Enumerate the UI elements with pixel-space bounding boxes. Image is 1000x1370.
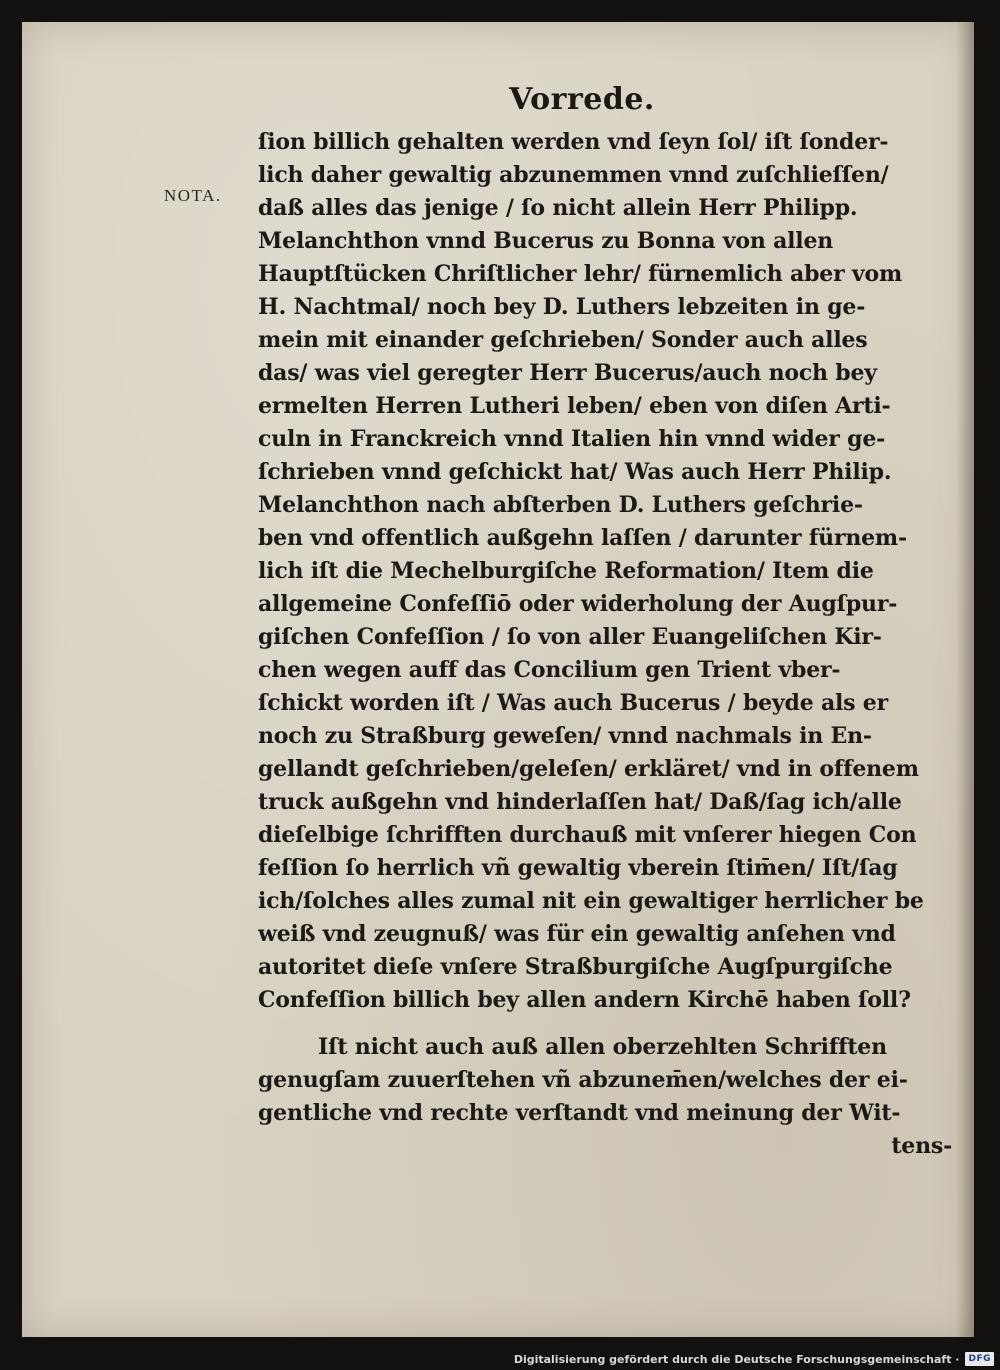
text-line: culn in Franckreich vnnd Italien hin vnnd wider ge-	[258, 426, 886, 452]
text-line: ben vnd offentlich außgehn laſſen / darunter fürnem-	[258, 525, 907, 551]
text-line: giſchen Confeſſion / ſo von aller Euangeliſchen Kir-	[258, 624, 882, 650]
text-line: ich/ſolches alles zumal nit ein gewaltiger herrlicher be	[258, 888, 924, 914]
text-line: ſchickt worden iſt / Was auch Bucerus / beyde als er	[258, 690, 888, 716]
book-page	[22, 22, 974, 1337]
paragraph-break	[258, 1017, 958, 1031]
margin-note: NOTA.	[164, 186, 222, 205]
digitization-footer	[514, 1352, 994, 1366]
text-line: H. Nachtmal/ noch bey D. Luthers lebzeiten in ge-	[258, 294, 866, 320]
text-line: ermelten Herren Lutheri leben/ eben von diſen Arti-	[258, 393, 891, 419]
text-line: weiß vnd zeugnuß/ was für ein gewaltig anſehen vnd	[258, 921, 896, 947]
text-line: lich iſt die Mechelburgiſche Reformation/ Item die	[258, 558, 874, 584]
footer-credit: Digitalisierung gefördert durch die Deutsche Forschungsgemeinschaft ·	[513, 1352, 960, 1366]
text-line: ſion billich gehalten werden vnd ſeyn ſol/ iſt ſonder-	[258, 129, 889, 155]
text-line: feſſion ſo herrlich vñ gewaltig vberein ſtim̄en/ Iſt/ſag	[258, 855, 898, 881]
text-line: gellandt geſchrieben/geleſen/ erkläret/ vnd in offenem	[258, 756, 919, 782]
text-line: Iſt nicht auch auß allen oberzehlten Schrifften	[318, 1034, 887, 1060]
catchword: tens-	[891, 1133, 952, 1159]
text-line: truck außgehn vnd hinderlaſſen hat/ Daß/ſag ich/alle	[258, 789, 902, 815]
text-line: chen wegen auff das Concilium gen Trient vber-	[258, 657, 841, 683]
dfg-logo: DFG	[965, 1352, 994, 1366]
text-line: mein mit einander geſchrieben/ Sonder auch alles	[258, 327, 868, 353]
text-line: ſchrieben vnnd geſchickt hat/ Was auch Herr Philip.	[258, 459, 892, 485]
text-line: dieſelbige ſchrifften durchauß mit vnſerer hiegen Con	[258, 822, 917, 848]
text-line: Confeſſion billich bey allen andern Kirchē haben ſoll?	[258, 987, 911, 1013]
running-head: Vorrede.	[509, 82, 655, 117]
text-line: gentliche vnd rechte verſtandt vnd meinung der Wit-	[258, 1100, 901, 1126]
text-line: lich daher gewaltig abzunemmen vnnd zuſchlieſſen/	[258, 162, 889, 188]
text-line: daß alles das jenige / ſo nicht allein Herr Philipp.	[258, 195, 858, 221]
text-line: Hauptſtücken Chriſtlicher lehr/ fürnemlich aber vom	[258, 261, 903, 287]
text-line: genugſam zuuerſtehen vñ abzunem̄en/welches der ei-	[258, 1067, 908, 1093]
text-line: autoritet dieſe vnſere Straßburgiſche Augſpurgiſche	[258, 954, 893, 980]
text-block	[258, 126, 958, 1163]
text-line: allgemeine Confeſſiō oder widerholung der Augſpur-	[258, 591, 898, 617]
text-line: Melanchthon nach abſterben D. Luthers geſchrie-	[258, 492, 863, 518]
text-line: das/ was viel geregter Herr Bucerus/auch noch bey	[258, 360, 877, 386]
text-line: noch zu Straßburg geweſen/ vnnd nachmals in En-	[258, 723, 872, 749]
text-line: Melanchthon vnnd Bucerus zu Bonna von allen	[258, 228, 834, 254]
